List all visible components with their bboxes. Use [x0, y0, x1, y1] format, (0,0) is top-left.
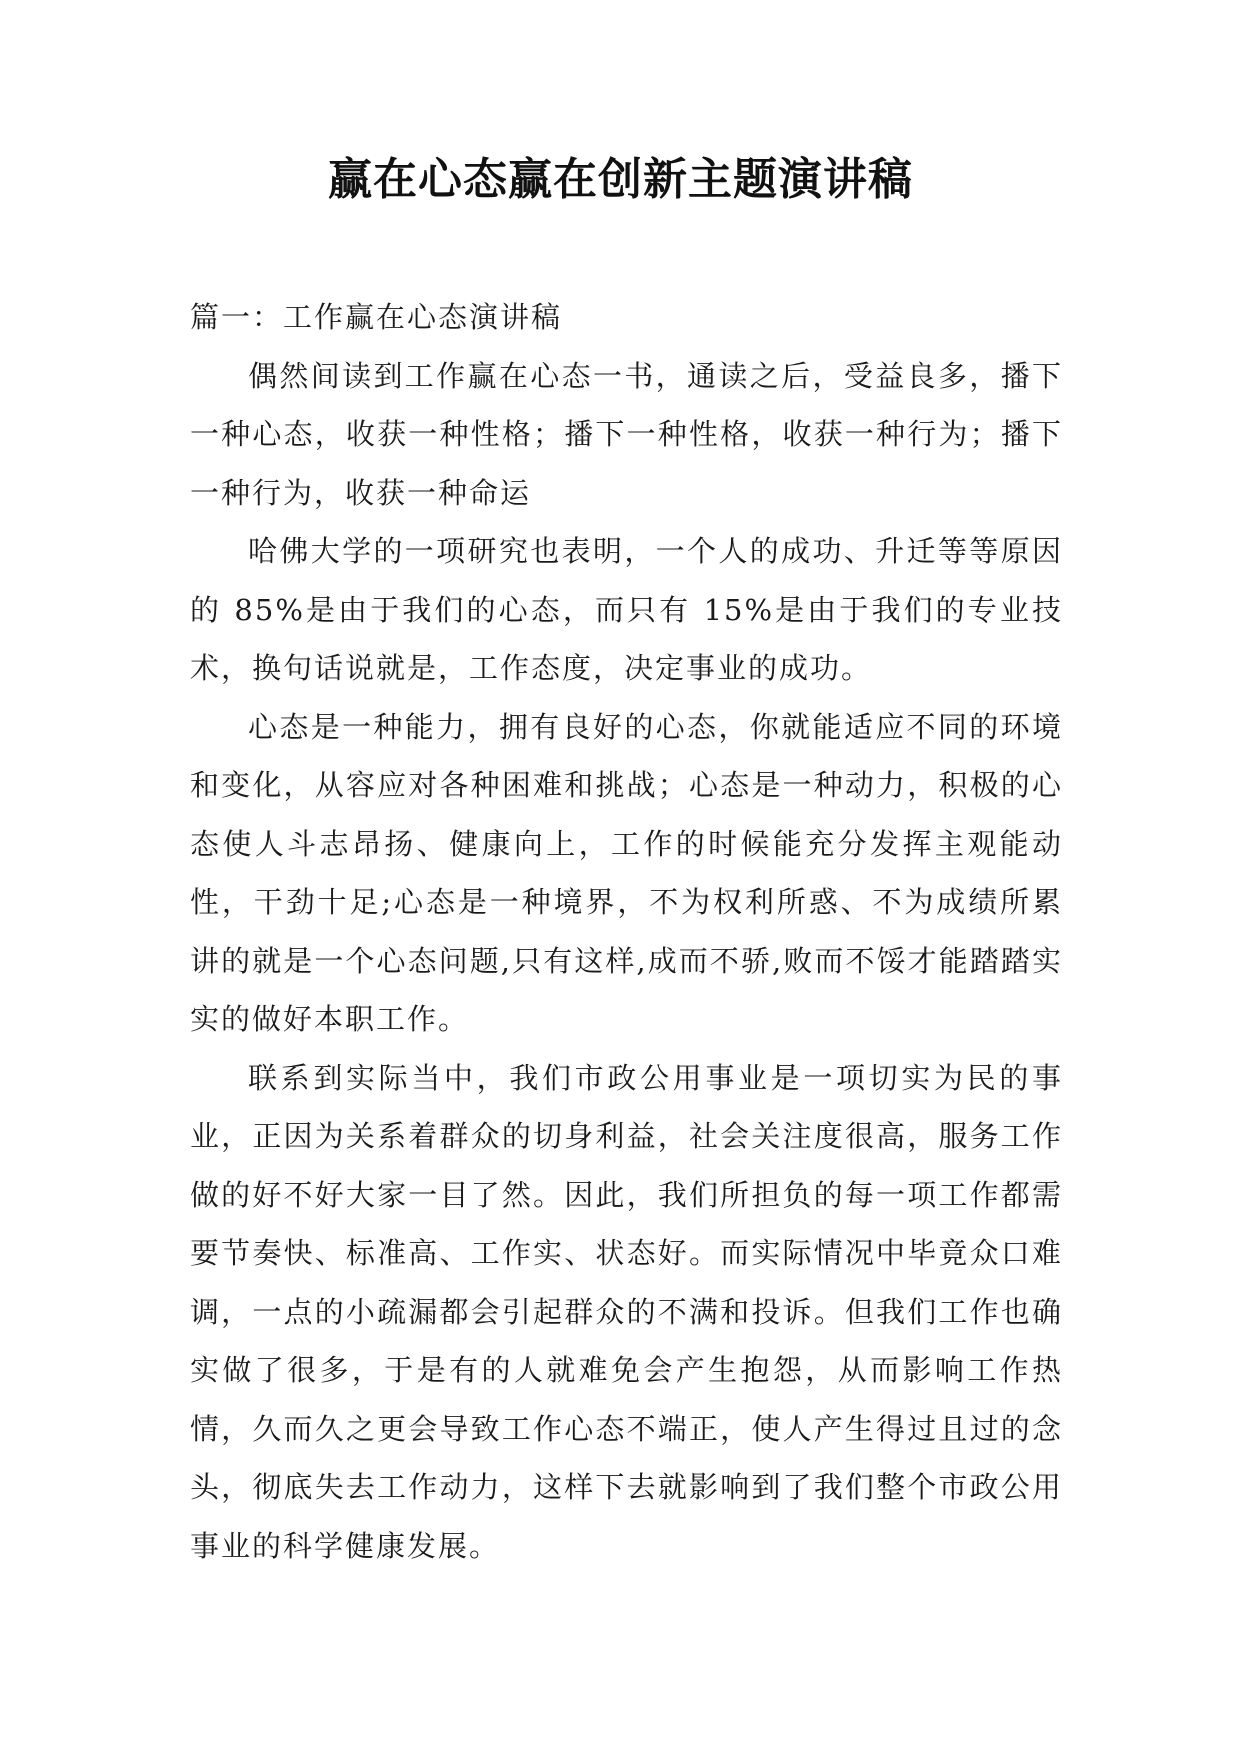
paragraph-2: 哈佛大学的一项研究也表明，一个人的成功、升迁等等原因的 85%是由于我们的心态，而只有 15%是由于我们的专业技术，换句话说就是，工作态度，决定事业的成功。 [190, 534, 1063, 685]
document-title: 赢在心态赢在创新主题演讲稿 [328, 154, 913, 205]
paragraph-4: 联系到实际当中，我们市政公用事业是一项切实为民的事业，正因为关系着群众的切身利益，社会关注度很高，服务工作做的好不好大家一目了然。因此，我们所担负的每一项工作都需要节奏快、标准高、工作实、状态好。而实际情况中毕竟众口难调，一点的小疏漏都会引起群众的不满和投诉。但我们工作也确实做了很多，于是有的人就难免会产生抱怨，从而影响工作热情，久而久之更会导致工作心态不端正，使人产生得过且过的念头，彻底失去工作动力，这样下去就影响到了我们整个市政公用事业的科学健康发展。 [190, 1060, 1063, 1563]
paragraph-3: 心态是一种能力，拥有良好的心态，你就能适应不同的环境和变化，从容应对各种困难和挑战；心态是一种动力，积极的心态使人斗志昂扬、健康向上，工作的时候能充分发挥主观能动性，干劲十足;心态是一种境界，不为权利所惑、不为成绩所累讲的就是一个心态问题,只有这样,成而不骄,败而不馁才能踏踏实实的做好本职工作。 [190, 709, 1063, 1036]
paragraph-1: 偶然间读到工作赢在心态一书，通读之后，受益良多，播下一种心态，收获一种性格；播下一种性格，收获一种行为；播下一种行为，收获一种命运 [190, 358, 1063, 510]
document-body [190, 288, 1063, 1575]
section-heading: 篇一：工作赢在心态演讲稿 [190, 300, 563, 334]
